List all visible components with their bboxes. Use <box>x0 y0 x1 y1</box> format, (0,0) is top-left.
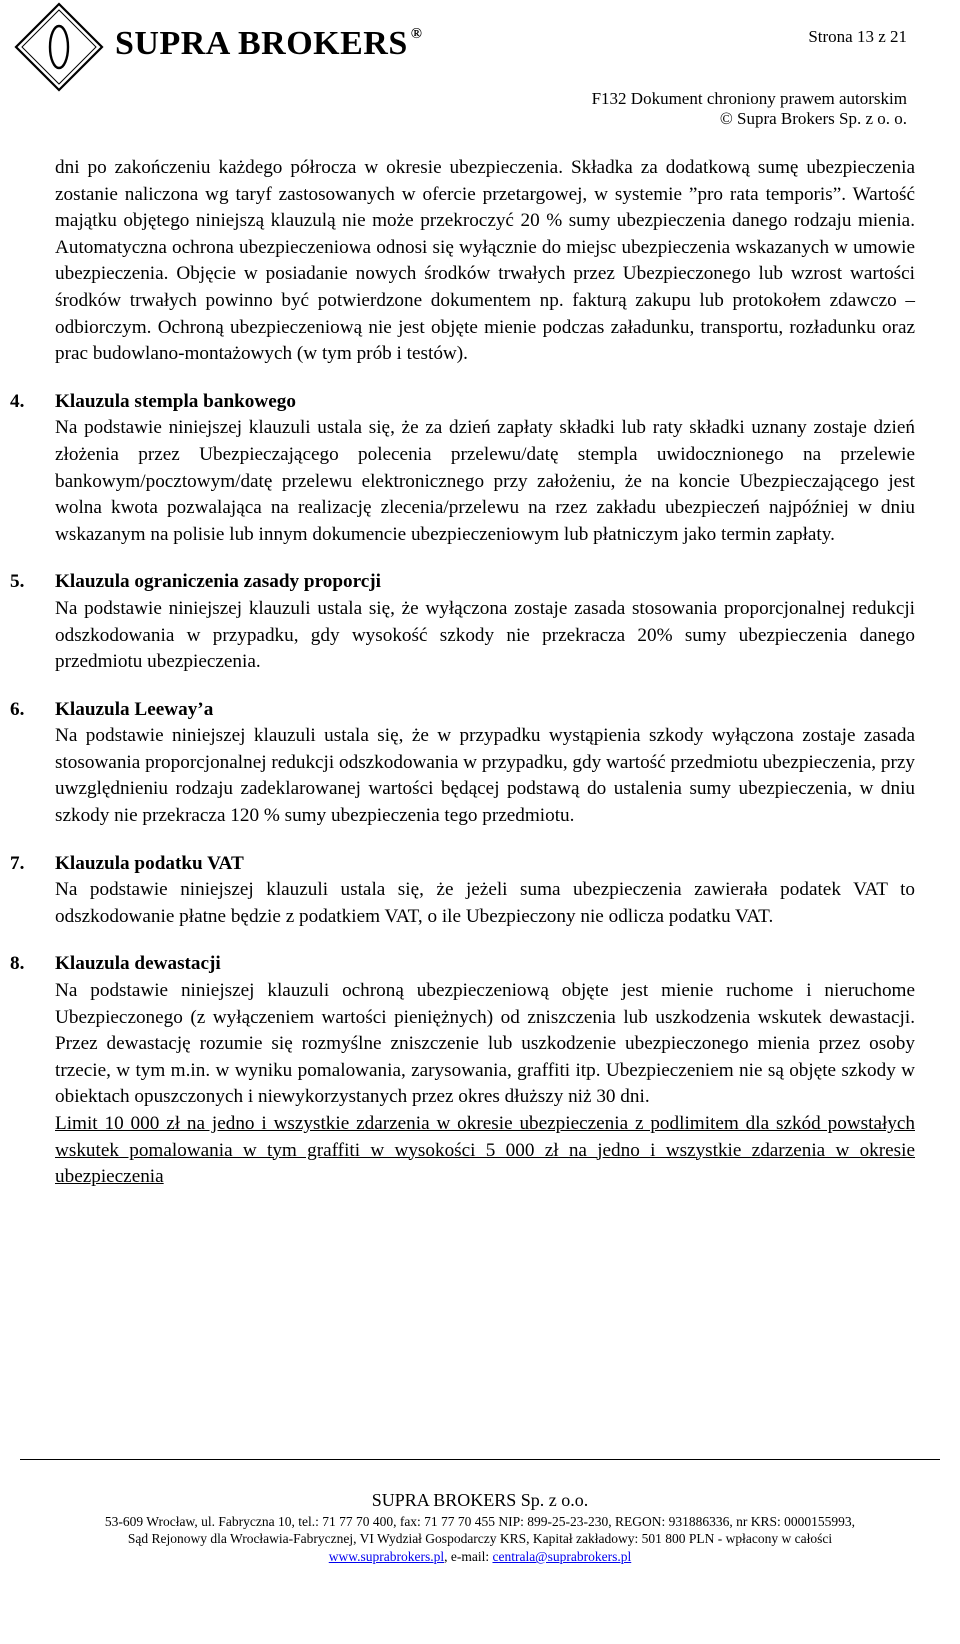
document-body <box>10 155 915 1191</box>
page-number: Strona 13 z 21 <box>808 27 907 46</box>
email-link[interactable]: centrala@suprabrokers.pl <box>492 1549 632 1564</box>
clause-heading: 7. Klauzula podatku VAT <box>10 852 244 874</box>
clause-heading: 5. Klauzula ograniczenia zasady proporcji <box>10 571 382 593</box>
clause-heading: 4. Klauzula stempla bankowego <box>10 390 296 412</box>
footer-contact: www.suprabrokers.pl, e-mail: centrala@suprabrokers.pl <box>328 1549 632 1564</box>
document-id: F132 Dokument chroniony prawem autorskim <box>591 89 907 108</box>
clause-text: Na podstawie niniejszej klauzuli ustala się, że za dzień zapłaty składki lub raty składki uznany zostaje dzień złożenia przez Ubezpieczającego polecenia przelewu/datę stempla uwidocznionego na przelewie bankowym/pocztowym/datę przelewu elektronicznego przy założeniu, że na koncie Ubezpieczającego jest wolna kwota pozwalająca na realizację zlecenia/przelewu na rzez zakładu ubezpieczeń najpóźniej w dniu wskazanym na polisie lub innym dokumencie ubezpieczeniowym lub płatniczym jako termin zapłaty. <box>55 417 915 545</box>
intro-paragraph: dni po zakończeniu każdego półrocza w okresie ubezpieczenia. Składka za dodatkową sumę ubezpieczenia zostanie naliczona wg taryf zastosowanych w ofercie przetargowej, w systemie ”pro rata temporis”. Wartość majątku objętego niniejszą klauzulą nie może przekroczyć 20 % sumy ubezpieczenia danego rodzaju mienia. Automatyczna ochrona ubezpieczeniowa odnosi się wyłącznie do miejsc ubezpieczenia wskazanych w umowie ubezpieczenia. Objęcie w posiadanie nowych środków trwałych przez Ubezpieczonego lub wzrost wartości środków trwałych powinno być potwierdzone dokumentem np. fakturą zakupu lub protokołem zdawczo – odbiorczym. Ochroną ubezpieczeniową nie jest objęte mienie podczas załadunku, transportu, rozładunku oraz prac budowlano-montażowych (w tym prób i testów). <box>55 157 915 365</box>
clause-4 <box>10 389 915 549</box>
supra-diamond-logo-icon <box>14 2 114 92</box>
clause-text: Na podstawie niniejszej klauzuli ochroną ubezpieczeniową objęte jest mienie ruchome i nieruchome Ubezpieczonego (z wyłączeniem wartości pieniężnych) od zniszczenia lub uszkodzenia wskutek dewastacji. Przez dewastację rozumie się rozmyślne zniszczenie lub uszkodzenie ubezpieczonego mienia przez osoby trzecie, w tym m.in. w wyniku pomalowania, zarysowania, graffiti itp. Ubezpieczeniem nie są objęte szkody w obiektach opuszczonych i niewykorzystanych przez okres dłuższy niż 30 dni. <box>55 980 915 1108</box>
clause-text: Na podstawie niniejszej klauzuli ustala się, że wyłączona zostaje zasada stosowania proporcjonalnej redukcji odszkodowania w przypadku, gdy wysokość szkody nie przekracza 20% sumy ubezpieczenia danego przedmiotu ubezpieczenia. <box>55 597 915 673</box>
clause-text: Na podstawie niniejszej klauzuli ustala się, że jeżeli suma ubezpieczenia zawierała podatek VAT to odszkodowanie płatne będzie z podatkiem VAT, o ile Ubezpieczony nie odlicza podatku VAT. <box>55 879 915 927</box>
company-logo <box>14 2 434 92</box>
website-link[interactable]: www.suprabrokers.pl <box>328 1549 445 1564</box>
footer-address: 53-609 Wrocław, ul. Fabryczna 10, tel.: 71 77 70 400, fax: 71 77 70 455 NIP: 899-25-23-230, REGON: 931886336, nr KRS: 0000155993, <box>104 1514 856 1529</box>
clause-8 <box>10 951 915 1190</box>
clause-heading: 8. Klauzula dewastacji <box>10 953 221 975</box>
brand-name: SUPRA BROKERS ® <box>115 25 423 62</box>
clause-5 <box>10 569 915 675</box>
footer-company: SUPRA BROKERS Sp. z o.o. <box>371 1490 589 1510</box>
limit-note: Limit 10 000 zł na jedno i wszystkie zdarzenia w okresie ubezpieczenia z podlimitem dla szkód powstałych wskutek pomalowania w tym graffiti w wysokości 5 000 zł na jedno i wszystkie zdarzenia w okresie ubezpieczenia <box>55 1113 915 1188</box>
clause-heading: 6. Klauzula Leeway’a <box>10 698 214 720</box>
footer-court: Sąd Rejonowy dla Wrocławia-Fabrycznej, VI Wydział Gospodarczy KRS, Kapitał zakładowy: 501 800 PLN - wpłacony w całości <box>127 1531 833 1546</box>
copyright-notice: © Supra Brokers Sp. z o. o. <box>719 109 907 128</box>
clause-7 <box>10 851 915 931</box>
footer-divider <box>20 1459 940 1460</box>
clause-text: Na podstawie niniejszej klauzuli ustala się, że w przypadku wystąpienia szkody wyłączona zostaje zasada stosowania proporcjonalnej redukcji odszkodowania w przypadku, gdy wartość przedmiotu ubezpieczenia, przy uwzględnieniu rodzaju zadeklarowanej wartości będącej podstawą do ustalenia sumy ubezpieczenia, w dniu szkody nie przekracza 120 % sumy ubezpieczenia tego przedmiotu. <box>55 725 915 827</box>
clause-6 <box>10 697 915 830</box>
